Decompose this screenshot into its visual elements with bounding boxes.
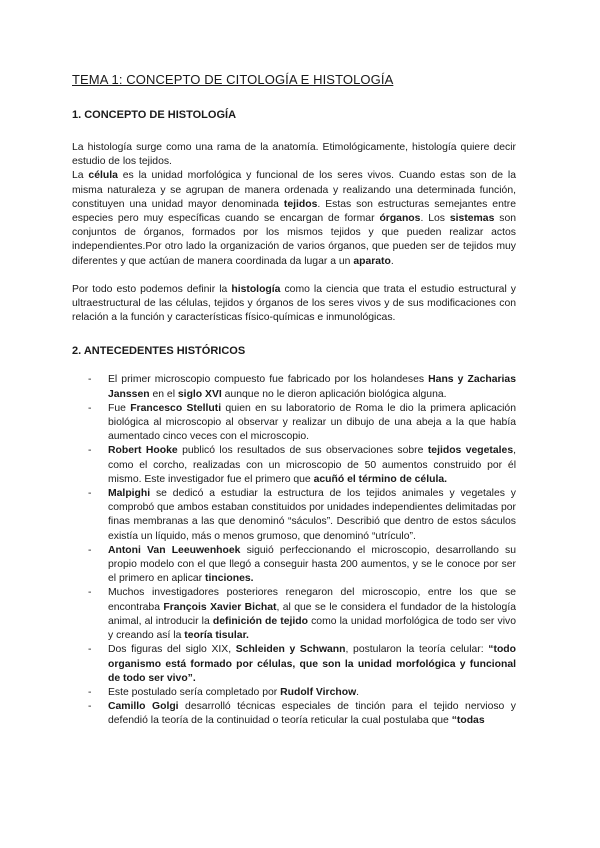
paragraph-histologia-intro: La histología surge como una rama de la anatomía. Etimológicamente, histología quiere decir estudio de los tejidos. [72,142,516,168]
section-heading-concepto: 1. CONCEPTO DE HISTOLOGÍA [72,109,237,121]
bold-term: siglo XVI [177,388,222,400]
bullet-dash: - [88,445,92,457]
bold-term: “todas [451,715,485,727]
bold-term: Rudolf Virchow [280,686,357,698]
bold-term: tinciones. [205,573,254,585]
list-item: - El primer microscopio compuesto fue fabricado por los holandeses Hans y Zacharias Janssen en el siglo XVI aunque no le dieron aplicación biológica alguna. [88,374,516,400]
bullet-dash: - [88,587,92,599]
list-item: - Muchos investigadores posteriores renegaron del microscopio, entre los que se encontraba François Xavier Bichat, al que se le considera el fundador de la histología animal, al introducir la definición de tejido como la unidad morfológica de todo ser vivo y creando así la teoría tisular. [88,587,516,642]
paragraph-definicion: Por todo esto podemos definir la histología como la ciencia que trata el estudio estructural y ultraestructural de las células, tejidos y órganos de los seres vivos y de sus modificaciones con relación a la función y características físico-químicas e inmunológicas. [72,283,516,324]
bold-term: tejidos vegetales [427,445,514,457]
bold-term: órganos [379,213,421,225]
historical-list [72,373,516,728]
bold-term: sistemas [449,213,495,225]
bullet-dash: - [88,544,92,556]
bold-term: Antoni Van Leeuwenhoek [108,544,241,556]
list-item: - Camillo Golgi desarrolló técnicas especiales de tinción para el tejido nervioso y defendió la teoría de la continuidad o teoría reticular la cual postulaba que “todas [88,701,516,727]
document-title: TEMA 1: CONCEPTO DE CITOLOGÍA E HISTOLOGÍA [72,72,394,87]
bold-term: definición de tejido [212,615,308,627]
bold-term: acuñó el término de célula. [313,473,447,485]
bold-term: Schleiden y Schwann [235,644,346,656]
bold-term: Francesco Stelluti [130,402,222,414]
bold-term: Camillo Golgi [108,701,179,713]
bullet-dash: - [88,374,92,386]
bullet-dash: - [88,644,92,656]
list-item: - Malpighi se dedicó a estudiar la estructura de los tejidos animales y vegetales y comprobó que ambos estaban constituidos por unidades independientes delimitadas por finas membranas a las que denominó “sáculos”. Describió que dentro de estos sáculos existía un líquido, más o menos grumoso, que denominó “utrículo”. [88,488,516,542]
bold-term: Robert Hooke [108,445,178,457]
paragraph-celula: La célula es la unidad morfológica y funcional de los seres vivos. Cuando estas son de la misma naturaleza y se agrupan de manera ordenada y realizando una determinada función, constituyen una unidad mayor denominada tejidos. Estas son estructuras semejantes entre especies pero muy específicas cuando se encargan de formar órganos. Los sistemas son conjuntos de órganos, formados por los mismos tejidos y que pueden realizar actos independientes.Por otro lado la organización de varios órganos, que pueden ser de tejidos muy diferentes y que actúan de manera coordinada da lugar a un aparato. [72,170,517,267]
bold-term: célula [88,170,118,182]
bold-term: François Xavier Bichat [163,601,277,613]
bullet-dash: - [88,686,92,698]
bold-term: Malpighi [108,488,151,500]
bold-term: tejidos [283,198,318,210]
list-item: - Robert Hooke publicó los resultados de sus observaciones sobre tejidos vegetales, como el corcho, realizadas con un microscopio de 50 aumentos construido por él mismo. Este investigador fue el primero que acuñó el término de célula. [88,445,517,485]
bullet-dash: - [88,488,92,500]
bold-term: “todo organismo está formado por células, que son la unidad morfológica y funcional de todo ser vivo”. [108,644,516,684]
list-item: - Este postulado sería completado por Rudolf Virchow. [88,686,516,700]
bold-term: teoría tisular. [184,630,249,642]
list-item: - Antoni Van Leeuwenhoek siguió perfeccionando el microscopio, desarrollando su propio modelo con el que llegó a conseguir hasta 200 aumentos, y se le conoce por ser el primero en aplicar tinciones. [88,544,517,585]
bold-term: histología [231,283,281,295]
section-heading-antecedentes: 2. ANTECEDENTES HISTÓRICOS [72,345,246,358]
bullet-dash: - [88,402,92,414]
list-item: - Dos figuras del siglo XIX, Schleiden y Schwann, postularon la teoría celular: “todo organismo está formado por células, que son la unidad morfológica y funcional de todo ser vivo”. [88,644,516,684]
bullet-dash: - [88,701,92,713]
bold-term: Hans y Zacharias Janssen [108,374,516,400]
bold-term: aparato [353,255,391,267]
list-item: - Fue Francesco Stelluti quien en su laboratorio de Roma le dio la primera aplicación biológica al microscopio al observar y realizar un dibujo de una abeja a la que había aumentado cinco veces con el microscopio. [88,402,516,443]
